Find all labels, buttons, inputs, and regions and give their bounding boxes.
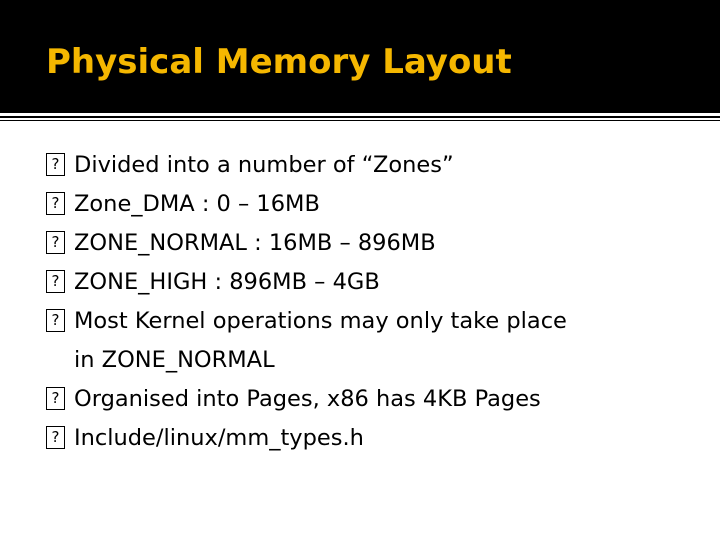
missing-glyph-box-icon: ? [46, 231, 65, 254]
title-divider-thin [0, 120, 720, 121]
bullet-item [46, 224, 686, 263]
bullet-item [46, 185, 686, 224]
bullet-list [46, 146, 686, 458]
bullet-item [46, 263, 686, 302]
title-band [0, 0, 720, 113]
bullet-text-continuation: in ZONE_NORMAL [74, 347, 275, 373]
bullet-text: Most Kernel operations may only take place [74, 308, 567, 334]
bullet-item [46, 380, 686, 419]
missing-glyph-box-icon: ? [46, 270, 65, 293]
slide-title: Physical Memory Layout [46, 42, 512, 82]
title-divider [0, 116, 720, 118]
bullet-text: ZONE_HIGH : 896MB – 4GB [74, 269, 380, 295]
bullet-text: Organised into Pages, x86 has 4KB Pages [74, 386, 541, 412]
bullet-text: Zone_DMA : 0 – 16MB [74, 191, 320, 217]
bullet-text: ZONE_NORMAL : 16MB – 896MB [74, 230, 436, 256]
missing-glyph-box-icon: ? [46, 426, 65, 449]
missing-glyph-box-icon: ? [46, 153, 65, 176]
bullet-text: Divided into a number of “Zones” [74, 152, 454, 178]
missing-glyph-box-icon: ? [46, 387, 65, 410]
bullet-text: Include/linux/mm_types.h [74, 425, 364, 451]
bullet-item [46, 146, 686, 185]
bullet-item [46, 419, 686, 458]
missing-glyph-box-icon: ? [46, 309, 65, 332]
missing-glyph-box-icon: ? [46, 192, 65, 215]
bullet-item [46, 302, 686, 380]
